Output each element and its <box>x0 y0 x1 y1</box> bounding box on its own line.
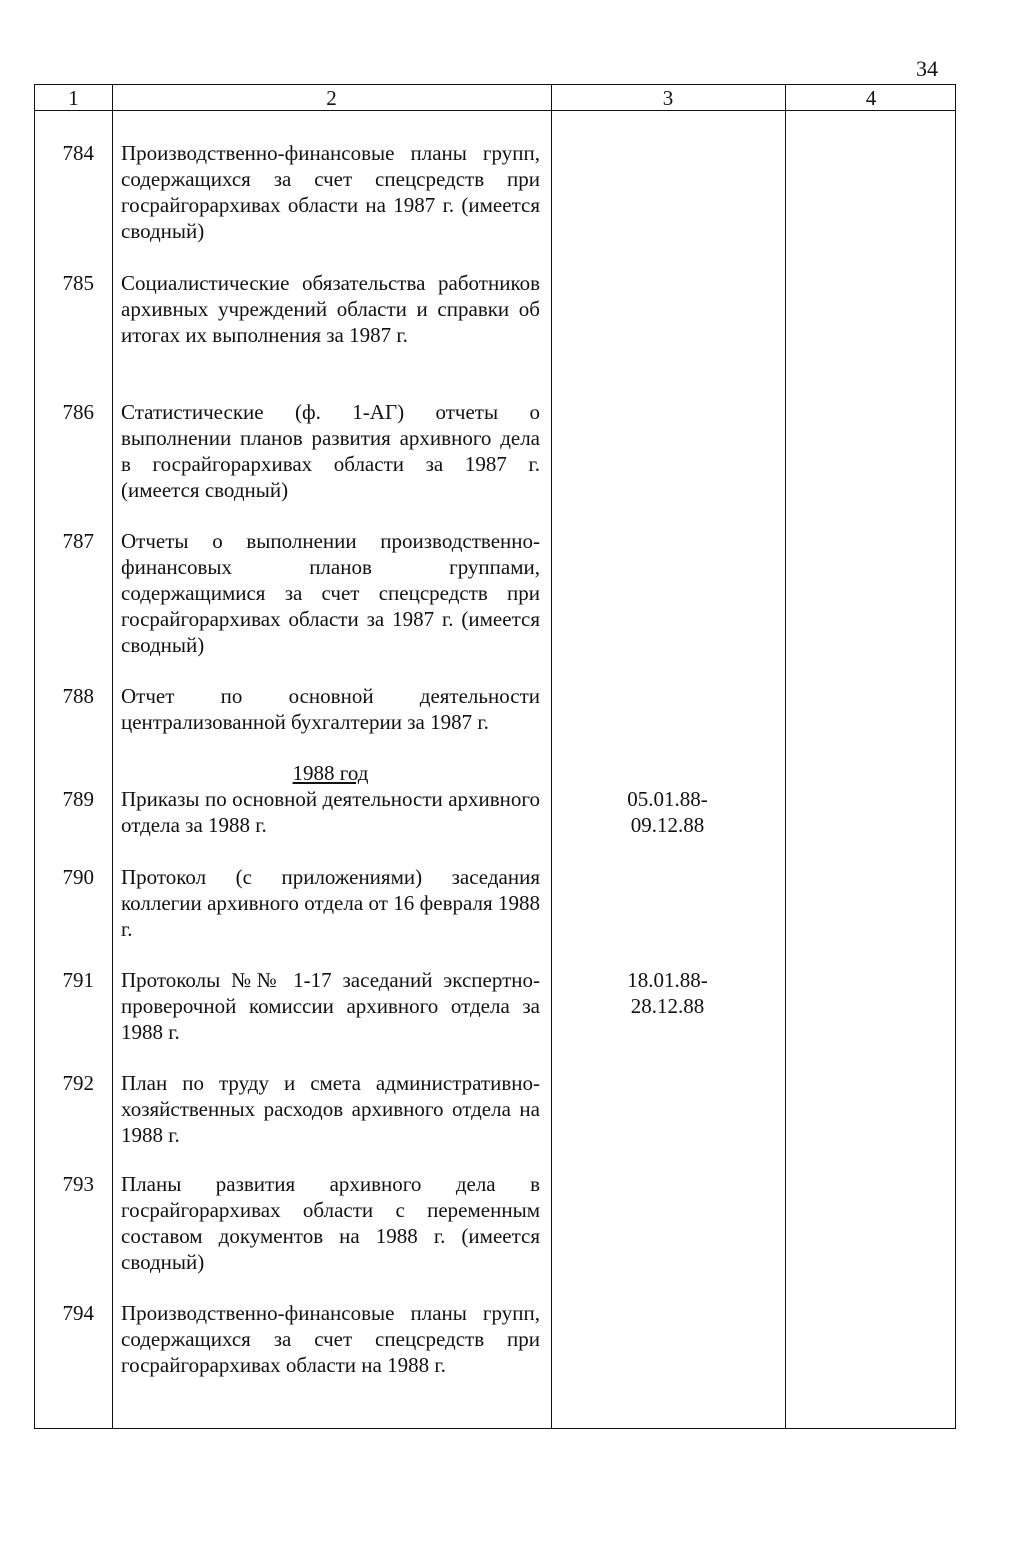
row-dates: 05.01.88- 09.12.88 <box>627 787 708 837</box>
section-heading-1988: 1988 год <box>292 761 369 785</box>
row-title: Производственно-финансовые планы групп, содержащихся за счет спецсредств при госрайгорархивах области на 1987 г. (имеется сводный) <box>121 141 540 243</box>
row-number: 791 <box>62 968 94 992</box>
column-divider <box>785 85 786 1428</box>
row-title: Протоколы №№ 1-17 заседаний экспертно-проверочной комиссии архивного отдела за 1988 г. <box>121 968 540 1044</box>
row-title: Социалистические обязательства работников архивных учреждений области и справки об итогах их выполнения за 1987 г. <box>121 271 540 347</box>
row-number: 793 <box>62 1172 94 1196</box>
row-title: Производственно-финансовые планы групп, содержащихся за счет спецсредств при госрайгорархивах области на 1988 г. <box>121 1301 540 1377</box>
row-title: Протокол (с приложениями) заседания коллегии архивного отдела от 16 февраля 1988 г. <box>121 865 540 941</box>
column-header-1: 1 <box>68 86 79 110</box>
row-number: 794 <box>62 1301 94 1325</box>
row-number: 785 <box>62 271 94 295</box>
column-header-2: 2 <box>326 86 337 110</box>
column-header-4: 4 <box>865 86 877 110</box>
row-number: 790 <box>62 865 94 889</box>
header-divider <box>35 110 955 111</box>
row-title: Отчет по основной деятельности централизованной бухгалтерии за 1987 г. <box>121 684 540 734</box>
row-title: Статистические (ф. 1-АГ) отчеты о выполнении планов развития архивного дела в госрайгорархивах области за 1987 г. (имеется сводный) <box>121 400 540 502</box>
row-number: 787 <box>62 529 94 553</box>
column-header-3: 3 <box>662 86 674 110</box>
column-divider <box>551 85 552 1428</box>
row-dates: 18.01.88- 28.12.88 <box>627 968 708 1018</box>
row-title: Планы развития архивного дела в госрайгорархивах области с переменным составом документов на 1988 г. (имеется сводный) <box>121 1172 540 1274</box>
row-title: Отчеты о выполнении производственно-финансовых планов группами, содержащимися за счет спецсредств при госрайгорархивах области за 1987 г. (имеется сводный) <box>121 529 540 657</box>
row-number: 784 <box>62 141 94 165</box>
row-number: 788 <box>62 684 94 708</box>
row-number: 786 <box>62 400 94 424</box>
row-number: 792 <box>62 1071 94 1095</box>
row-title: Приказы по основной деятельности архивного отдела за 1988 г. <box>121 787 540 837</box>
page-number: 34 <box>916 56 938 81</box>
row-number: 789 <box>62 787 94 811</box>
row-title: План по труду и смета административно-хозяйственных расходов архивного отдела на 1988 г. <box>121 1071 540 1147</box>
column-divider <box>112 85 113 1428</box>
